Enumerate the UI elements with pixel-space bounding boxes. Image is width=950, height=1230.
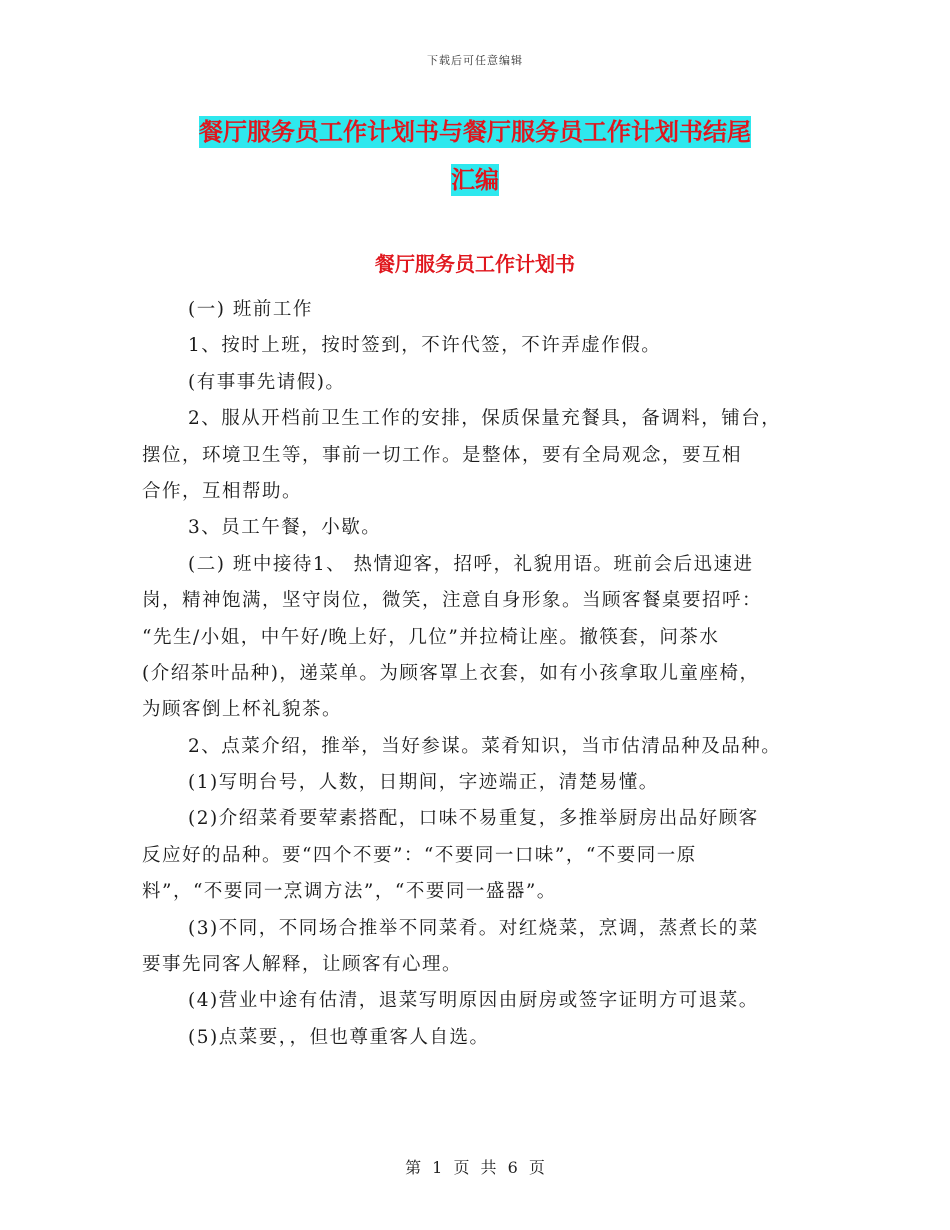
body-line: (二) 班中接待1、 热情迎客，招呼，礼貌用语。班前会后迅速进: [188, 553, 754, 575]
body-line: (3)不同，不同场合推举不同菜肴。对红烧菜，烹调，蒸煮长的菜: [188, 917, 759, 939]
body-line: (5)点菜要，，但也尊重客人自选。: [188, 1026, 490, 1048]
body-text: [142, 292, 822, 1056]
document-title-line-1: 餐厅服务员工作计划书与餐厅服务员工作计划书结尾: [199, 118, 751, 146]
body-line: 料”，“不要同一烹调方法”，“不要同一盛器”。: [142, 881, 557, 903]
body-line: 岗，精神饱满，坚守岗位，微笑，注意自身形象。当顾客餐桌要招呼：: [142, 590, 763, 612]
body-line: (4)营业中途有估清，退菜写明原因由厨房或签字证明方可退菜。: [188, 990, 759, 1012]
body-line: 2、点菜介绍，推举，当好参谋。菜肴知识，当市估清品种及品种。: [188, 735, 782, 757]
body-line: (一) 班前工作: [188, 299, 313, 320]
body-line: 合作，互相帮助。: [142, 480, 303, 502]
document-title: [150, 108, 800, 204]
section-title: 餐厅服务员工作计划书: [375, 252, 575, 276]
body-line: (介绍茶叶品种)，递菜单。为顾客罩上衣套，如有小孩拿取儿童座椅，: [142, 662, 760, 684]
body-line: 摆位，环境卫生等，事前一切工作。是整体，要有全局观念，要互相: [142, 444, 743, 466]
body-line: “先生/小姐，中午好/晚上好，几位”并拉椅让座。撤筷套，问茶水: [142, 626, 720, 648]
document-title-line-2: 汇编: [451, 166, 499, 194]
body-line: 2、服从开档前卫生工作的安排，保质保量充餐具，备调料，铺台，: [188, 408, 782, 430]
header-note: 下载后可任意编辑: [427, 54, 523, 67]
body-line: (有事事先请假)。: [188, 371, 346, 393]
body-line: 为顾客倒上杯礼貌茶。: [142, 699, 343, 721]
body-line: 要事先同客人解释，让顾客有心理。: [142, 954, 463, 976]
body-line: (1)写明台号，人数，日期间，字迹端正，清楚易懂。: [188, 772, 659, 794]
body-line: 反应好的品种。要“四个不要”：“不要同一口味”，“不要同一原: [142, 844, 697, 866]
body-line: 3、员工午餐，小歇。: [188, 517, 382, 539]
page-footer: 第 1 页 共 6 页: [405, 1158, 545, 1177]
body-line: (2)介绍菜肴要荤素搭配，口味不易重复，多推举厨房出品好顾客: [188, 808, 759, 830]
body-line: 1、按时上班，按时签到，不许代签，不许弄虚作假。: [188, 335, 662, 357]
